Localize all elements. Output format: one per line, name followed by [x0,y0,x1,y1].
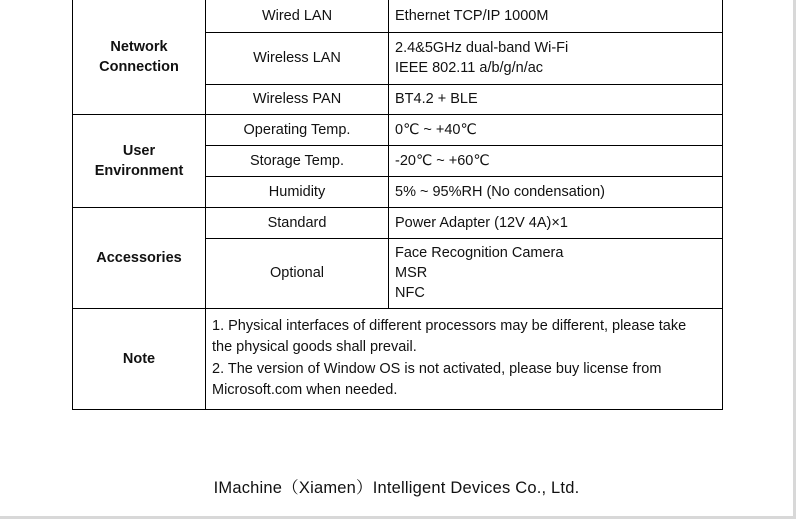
item-label: Wireless LAN [206,32,389,84]
category-accessories [73,207,206,308]
item-label: Storage Temp. [206,145,389,176]
item-label: Wireless PAN [206,84,389,114]
value-line: -20℃ ~ +60℃ [395,152,490,169]
item-value [389,145,723,176]
item-label: Operating Temp. [206,114,389,145]
note-line: the physical goods shall prevail. [212,339,417,355]
note-line: 2. The version of Window OS is not activated, please buy license from [212,360,662,377]
category-label: Accessories [96,249,182,266]
value-line: BT4.2 + BLE [395,91,478,107]
table-row [73,308,723,409]
spec-table [72,0,723,410]
table-row [73,207,723,238]
item-label: Optional [206,238,389,308]
footer-company-name: IMachine（Xiamen）Intelligent Devices Co., Ltd. [213,479,580,497]
value-line: Ethernet TCP/IP 1000M [395,7,549,24]
item-value [389,0,723,32]
category-label: Environment [94,162,184,179]
category-note [73,308,206,409]
category-network-connection [73,0,206,114]
item-value [389,207,723,238]
item-value [389,84,723,114]
category-label: Connection [99,58,179,75]
value-line: 5% ~ 95%RH (No condensation) [395,183,605,200]
value-line: 0℃ ~ +40℃ [395,121,477,138]
value-line: MSR [395,265,428,281]
value-line: Power Adapter (12V 4A)×1 [395,214,568,231]
item-value [389,238,723,308]
category-label: Note [122,350,156,367]
item-value [389,114,723,145]
item-value [389,32,723,84]
note-text [206,308,723,409]
item-label: Wired LAN [206,0,389,32]
note-line: 1. Physical interfaces of different processors may be different, please take [212,317,687,334]
category-user-environment [73,114,206,207]
item-label: Humidity [206,176,389,207]
value-line: NFC [395,285,425,301]
table-row [73,114,723,145]
category-label: User [122,142,156,159]
value-line: 2.4&5GHz dual-band Wi-Fi [395,40,569,56]
table-row [73,0,723,32]
value-line: Face Recognition Camera [395,245,564,261]
value-line: IEEE 802.11 a/b/g/n/ac [395,60,544,76]
note-line: Microsoft.com when needed. [212,382,398,398]
category-label: Network [110,38,168,55]
item-value [389,176,723,207]
item-label: Standard [206,207,389,238]
